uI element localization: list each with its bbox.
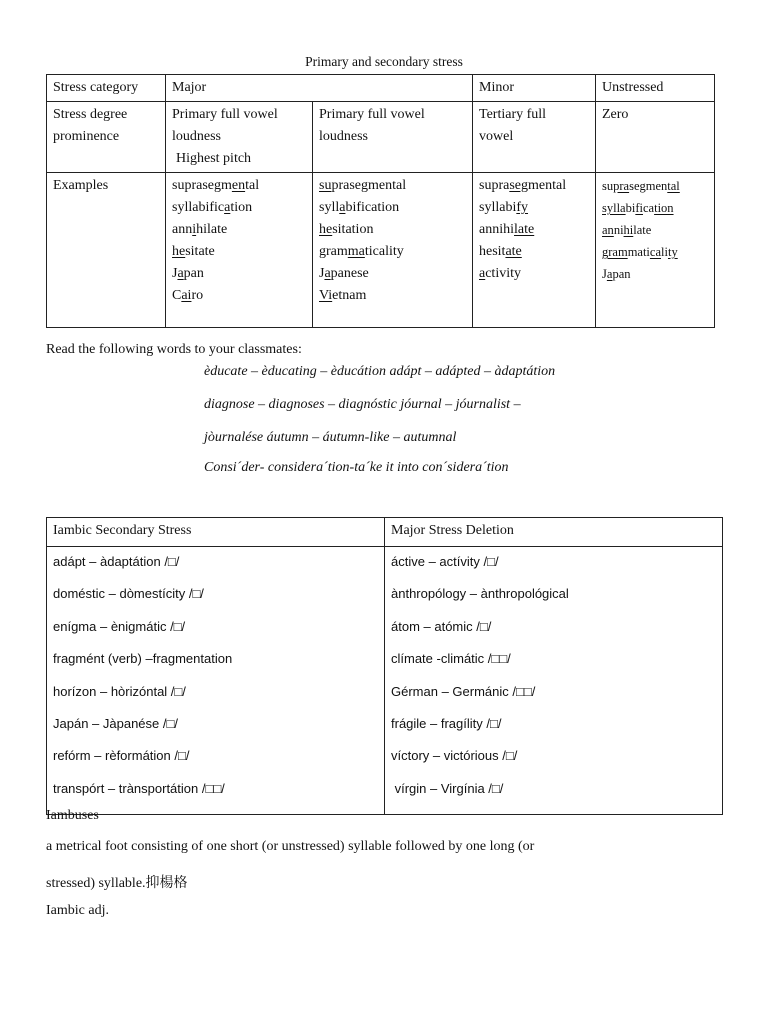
iambic-secondary-list xyxy=(47,547,385,815)
example-word: Cairo xyxy=(172,288,204,303)
example-word: syllabify xyxy=(479,200,529,215)
example-word: Japanese xyxy=(319,266,369,281)
unstressed-degree: Zero xyxy=(596,102,715,173)
word-pair: frágile – fragílity /□/ xyxy=(391,715,502,731)
word-pair: átom – atómic /□/ xyxy=(391,618,492,634)
minor-degree: Tertiary full vowel xyxy=(473,102,596,173)
practice-line: èducate – èducating – èducátion adápt – adápted – àdaptátion xyxy=(204,364,556,379)
iambus-definition-continued: stressed) syllable.抑楊格 xyxy=(46,876,188,891)
word-pair: Gérman – Germánic /□□/ xyxy=(391,683,536,699)
word-pair: áctive – actívity /□/ xyxy=(391,554,499,569)
word-pair: enígma – ènigmátic /□/ xyxy=(53,618,186,634)
examples-unstressed xyxy=(596,173,715,328)
iambus-definition: a metrical foot consisting of one short (or unstressed) syllable followed by one long (or xyxy=(46,839,535,854)
stress-degree-row xyxy=(47,102,715,173)
example-word: suprasegmental xyxy=(172,178,260,193)
examples-primary xyxy=(166,173,313,328)
word-pair: transpórt – trànsportátion /□□/ xyxy=(53,780,225,796)
word-pair: Japán – Jàpanése /□/ xyxy=(53,715,178,731)
examples-row xyxy=(47,173,715,328)
header-minor: Minor xyxy=(473,75,596,102)
examples-secondary xyxy=(313,173,473,328)
header-unstressed: Unstressed xyxy=(596,75,715,102)
stress-category-table xyxy=(46,74,715,328)
word-pair: clímate -climátic /□□/ xyxy=(391,651,511,667)
example-word: grammaticality xyxy=(319,244,404,259)
iambuses-heading: Iambuses xyxy=(46,808,99,823)
word-pair: víctory – victórious /□/ xyxy=(391,748,518,764)
iambic-stress-table xyxy=(46,517,723,815)
word-pair: ànthropólogy – ànthropológical xyxy=(391,586,569,602)
word-pair: fragmént (verb) –fragmentation xyxy=(53,651,233,667)
major-secondary-degree: Primary full vowel loudness xyxy=(313,102,473,173)
iambic-adjective: Iambic adj. xyxy=(46,903,109,918)
header-stress-category: Stress category xyxy=(47,75,166,102)
practice-intro: Read the following words to your classmates: xyxy=(46,342,302,357)
example-word: syllabification xyxy=(172,200,253,215)
example-word: Vietnam xyxy=(319,288,367,303)
example-word: hesitate xyxy=(172,244,215,259)
example-word: suprasegmental xyxy=(602,179,680,193)
example-word: Japan xyxy=(172,266,204,281)
practice-line: jòurnalése áutumn – áutumn-like – autumnal xyxy=(204,430,457,445)
example-word: annihilate xyxy=(602,223,652,237)
example-word: syllabification xyxy=(602,201,674,215)
header-iambic-secondary-stress: Iambic Secondary Stress xyxy=(47,518,385,547)
major-stress-deletion-list xyxy=(385,547,723,815)
practice-line: diagnose – diagnoses – diagnóstic jóurnal – jóurnalist – xyxy=(204,397,521,412)
word-pair: refórm – rèformátion /□/ xyxy=(53,748,190,764)
word-pair: doméstic – dòmestícity /□/ xyxy=(53,586,204,602)
stress-table-header-row xyxy=(47,75,715,102)
iambic-table-header-row xyxy=(47,518,723,547)
example-word: activity xyxy=(479,266,521,281)
major-primary-degree: Primary full vowel loudness Highest pitch xyxy=(166,102,313,173)
stress-degree-label: Stress degree prominence xyxy=(47,102,166,173)
word-pair: horízon – hòrizóntal /□/ xyxy=(53,683,186,699)
example-word: grammaticality xyxy=(602,245,678,259)
examples-minor xyxy=(473,173,596,328)
example-word: hesitate xyxy=(479,244,522,259)
example-word: annihilate xyxy=(479,222,535,237)
document-title: Primary and secondary stress xyxy=(305,54,463,69)
example-word: syllabification xyxy=(319,200,400,215)
example-word: suprasegmental xyxy=(479,178,567,193)
examples-label: Examples xyxy=(47,173,166,328)
example-word: annihilate xyxy=(172,222,228,237)
example-word: hesitation xyxy=(319,222,374,237)
word-pair: adápt – àdaptátion /□/ xyxy=(53,554,180,569)
example-word: Japan xyxy=(602,267,631,281)
example-word: suprasegmental xyxy=(319,178,407,193)
header-major: Major xyxy=(166,75,473,102)
practice-line: Consi´der- considera´tion-ta´ke it into con´sidera´tion xyxy=(204,460,509,475)
header-major-stress-deletion: Major Stress Deletion xyxy=(385,518,723,547)
word-pair: vírgin – Virgínia /□/ xyxy=(391,780,504,796)
